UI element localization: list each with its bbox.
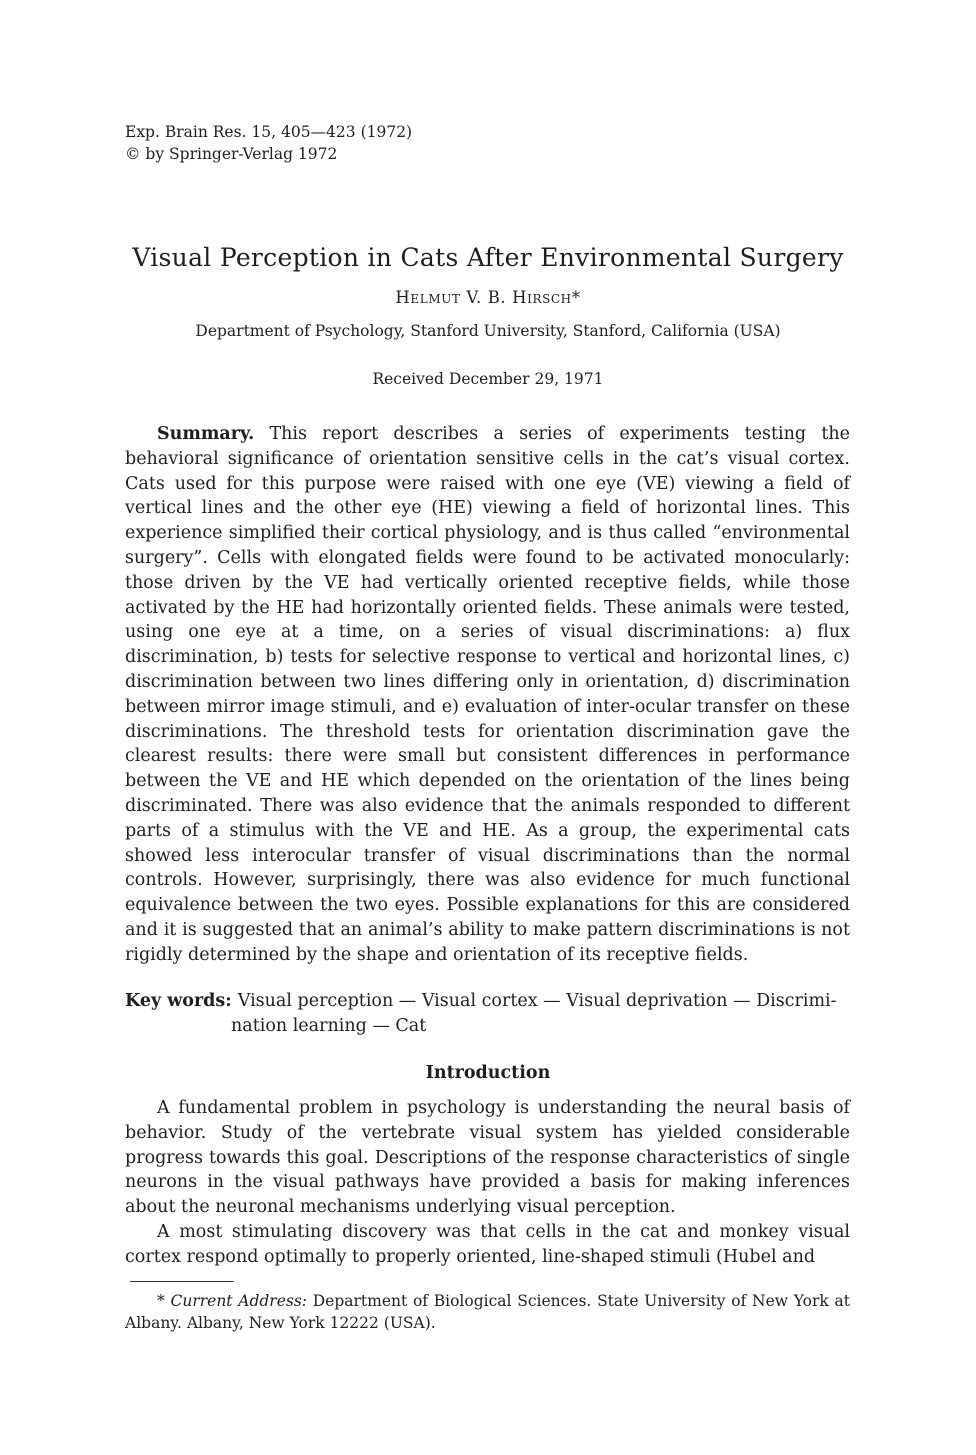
introduction-paragraph-1: A fundamental problem in psychology is understanding the neural basis of behavior. Study of the vertebrate visual system has yielded considerable progress towards this goal. Descriptions of the response characteristics of single neurons in the visual pathways have provided a basis for making inferences about the neuronal mechanisms underlying visual perception. (125, 1098, 850, 1218)
introduction-paragraph-2: A most stimulating discovery was that cells in the cat and monkey visual cortex respond optimally to properly oriented, line-shaped stimuli (Hubel and (125, 1221, 850, 1267)
footnote-label: Current Address: (170, 1292, 308, 1310)
summary-label: Summary. (157, 424, 255, 444)
introduction-body (125, 1096, 850, 1270)
citation-line-1: Exp. Brain Res. 15, 405—423 (1972) (125, 123, 413, 141)
keywords-label: Key words: (125, 991, 232, 1011)
article-title: Visual Perception in Cats After Environmental Surgery (132, 243, 844, 272)
keywords-block (125, 989, 850, 1039)
footnote (125, 1290, 850, 1334)
citation-line-2: © by Springer-Verlag 1972 (125, 145, 338, 163)
introduction-heading: Introduction (425, 1063, 551, 1083)
keywords-line-1: Visual perception — Visual cortex — Visual deprivation — Discrimi- (237, 991, 837, 1011)
journal-citation (125, 121, 412, 165)
received-date: Received December 29, 1971 (372, 370, 604, 388)
footnote-text: Department of Biological Sciences. State University of New York at Albany. Albany, New York 12222 (USA). (125, 1292, 850, 1332)
footnote-rule (130, 1281, 234, 1282)
summary-text: This report describes a series of experiments testing the behavioral significance of orientation sensitive cells in the cat’s visual cortex. Cats used for this purpose were raised with one eye (VE) viewing a field of vertical lines and the other eye (HE) viewing a field of horizontal lines. This experience simplified their cortical physiology, and is thus called “environmental surgery”. Cells with elongated fields were found to be activated monocularly: those driven by the VE had vertically oriented receptive fields, while those activated by the HE had horizontally oriented fields. These animals were tested, using one eye at a time, on a series of visual discriminations: a) flux discrimination, b) tests for selective response to vertical and horizontal lines, c) discrimination between two lines differing only in orientation, d) discrimination between mirror image stimuli, and e) evaluation of inter-ocular transfer on these discriminations. The threshold tests for orientation discrimination gave the clearest results: there were small but consistent differences in performance between the VE and HE which depended on the orientation of the lines being discriminated. There was also evidence that the animals responded to different parts of a stimulus with the VE and HE. As a group, the experimental cats showed less interocular transfer of visual discriminations than the normal controls. However, surprisingly, there was also evidence for much functional equivalence between the two eyes. Possible explanations for this are considered and it is suggested that an animal’s ability to make pattern discriminations is not rigidly determined by the shape and orientation of its receptive fields. (125, 424, 850, 965)
keywords-line-2: nation learning — Cat (231, 1015, 427, 1036)
author-affiliation: Department of Psychology, Stanford University, Stanford, California (USA) (195, 322, 781, 340)
summary-paragraph (125, 422, 850, 968)
footnote-marker: * (157, 1292, 171, 1310)
author-name: Helmut V. B. Hirsch* (395, 288, 581, 307)
